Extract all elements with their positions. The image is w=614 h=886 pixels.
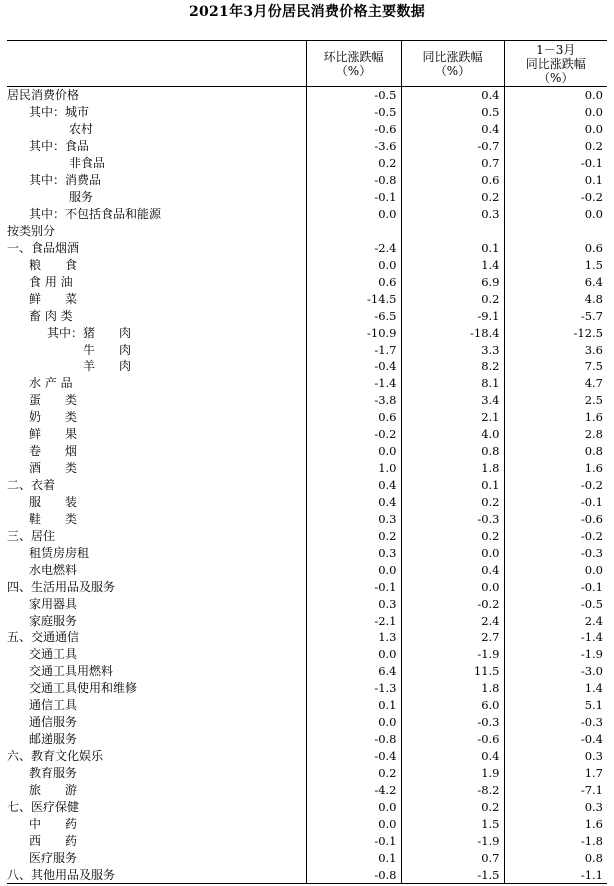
value-yoy: -0.3 xyxy=(401,714,504,731)
table-row xyxy=(7,612,607,629)
value-ytd: -0.2 xyxy=(504,527,607,544)
value-ytd: -1.8 xyxy=(504,832,607,849)
value-yoy: 0.2 xyxy=(401,290,504,307)
value-yoy: -18.4 xyxy=(401,324,504,341)
value-mom xyxy=(306,223,401,240)
value-yoy: 0.3 xyxy=(401,206,504,223)
value-yoy: -0.3 xyxy=(401,510,504,527)
value-yoy: -1.9 xyxy=(401,646,504,663)
value-ytd: 2.4 xyxy=(504,612,607,629)
header-ytd-line3: （%） xyxy=(538,70,574,85)
row-label: 医疗服务 xyxy=(29,850,78,865)
value-mom: 0.3 xyxy=(306,544,401,561)
value-yoy: 0.6 xyxy=(401,172,504,189)
row-label: 畜 肉 类 xyxy=(29,308,73,323)
value-mom: -0.6 xyxy=(306,121,401,138)
value-mom: -3.8 xyxy=(306,392,401,409)
value-yoy: 0.4 xyxy=(401,121,504,138)
value-yoy: 0.4 xyxy=(401,561,504,578)
value-yoy: 0.2 xyxy=(401,189,504,206)
value-ytd: 0.2 xyxy=(504,138,607,155)
table-row xyxy=(7,273,607,290)
value-yoy: 0.2 xyxy=(401,527,504,544)
value-ytd: -1.4 xyxy=(504,629,607,646)
row-label: 交通工具用燃料 xyxy=(29,664,114,679)
table-header-row xyxy=(7,41,607,87)
value-ytd: -7.1 xyxy=(504,781,607,798)
value-yoy: 6.0 xyxy=(401,697,504,714)
row-label: 蛋 类 xyxy=(29,393,78,408)
table-row xyxy=(7,189,607,206)
table-row xyxy=(7,595,607,612)
value-ytd: -0.4 xyxy=(504,731,607,748)
row-label: 粮 食 xyxy=(29,257,78,272)
value-mom: 0.0 xyxy=(306,443,401,460)
row-label: 牛 肉 xyxy=(83,342,132,357)
row-label: 居民消费价格 xyxy=(7,88,80,103)
table-row xyxy=(7,544,607,561)
value-ytd: 0.0 xyxy=(504,121,607,138)
value-yoy: 0.0 xyxy=(401,578,504,595)
row-label: 家庭服务 xyxy=(29,613,78,628)
value-ytd: 1.7 xyxy=(504,765,607,782)
value-mom: -14.5 xyxy=(306,290,401,307)
row-label: 奶 类 xyxy=(29,410,78,425)
table-row xyxy=(7,663,607,680)
table-row xyxy=(7,697,607,714)
table-row xyxy=(7,561,607,578)
value-yoy: -1.5 xyxy=(401,866,504,883)
row-label: 其中：不包括食品和能源 xyxy=(29,207,162,222)
row-label: 二、衣着 xyxy=(7,478,56,493)
value-mom: -1.4 xyxy=(306,375,401,392)
value-ytd: 0.6 xyxy=(504,239,607,256)
cpi-table xyxy=(7,40,607,884)
table-row xyxy=(7,138,607,155)
value-ytd: 3.6 xyxy=(504,341,607,358)
row-label: 一、食品烟酒 xyxy=(7,240,80,255)
table-row xyxy=(7,155,607,172)
table-row xyxy=(7,375,607,392)
value-ytd: 0.1 xyxy=(504,172,607,189)
row-label: 服 装 xyxy=(29,494,78,509)
value-ytd: 1.4 xyxy=(504,680,607,697)
value-ytd: 1.6 xyxy=(504,409,607,426)
table-row xyxy=(7,460,607,477)
row-label: 非食品 xyxy=(69,156,106,171)
value-ytd: 6.4 xyxy=(504,273,607,290)
table-row xyxy=(7,392,607,409)
value-yoy: 0.4 xyxy=(401,87,504,104)
value-yoy: 1.8 xyxy=(401,460,504,477)
value-ytd: 0.3 xyxy=(504,798,607,815)
value-mom: -0.1 xyxy=(306,578,401,595)
value-yoy: 2.7 xyxy=(401,629,504,646)
table-row xyxy=(7,104,607,121)
table-row xyxy=(7,849,607,866)
row-label: 鲜 果 xyxy=(29,427,78,442)
value-yoy: 1.5 xyxy=(401,815,504,832)
header-yoy-line2: （%） xyxy=(434,63,471,78)
value-yoy: 0.5 xyxy=(401,104,504,121)
value-yoy: -0.2 xyxy=(401,595,504,612)
header-ytd-line1: 1－3月 xyxy=(536,42,576,57)
row-label: 水电燃料 xyxy=(29,562,78,577)
row-label: 西 药 xyxy=(29,833,78,848)
value-yoy: 0.1 xyxy=(401,477,504,494)
value-mom: -0.8 xyxy=(306,731,401,748)
value-ytd: 4.8 xyxy=(504,290,607,307)
table-row xyxy=(7,341,607,358)
row-label: 通信工具 xyxy=(29,698,78,713)
value-yoy: -0.7 xyxy=(401,138,504,155)
value-ytd: -0.1 xyxy=(504,578,607,595)
value-ytd: 5.1 xyxy=(504,697,607,714)
row-label: 酒 类 xyxy=(29,461,78,476)
row-label: 按类别分 xyxy=(7,223,56,238)
value-ytd: 1.6 xyxy=(504,460,607,477)
table-row xyxy=(7,477,607,494)
table-row xyxy=(7,578,607,595)
row-label: 水 产 品 xyxy=(29,376,73,391)
value-yoy: 1.8 xyxy=(401,680,504,697)
value-yoy: 2.1 xyxy=(401,409,504,426)
row-label: 家用器具 xyxy=(29,596,78,611)
value-yoy: 1.4 xyxy=(401,256,504,273)
value-yoy: 0.0 xyxy=(401,544,504,561)
value-ytd: 1.5 xyxy=(504,256,607,273)
row-label: 其中：消费品 xyxy=(29,173,102,188)
value-mom: -0.1 xyxy=(306,832,401,849)
row-label: 服务 xyxy=(69,190,94,205)
header-yoy-line1: 同比涨跌幅 xyxy=(422,49,483,64)
table-row xyxy=(7,324,607,341)
table-row xyxy=(7,731,607,748)
table-row xyxy=(7,646,607,663)
header-yoy xyxy=(401,41,504,87)
header-ytd xyxy=(504,41,607,87)
value-mom: 0.0 xyxy=(306,256,401,273)
row-label: 旅 游 xyxy=(29,782,78,797)
value-yoy: 0.2 xyxy=(401,798,504,815)
table-row xyxy=(7,223,607,240)
value-mom: -1.7 xyxy=(306,341,401,358)
value-mom: -6.5 xyxy=(306,307,401,324)
value-ytd: 0.8 xyxy=(504,443,607,460)
table-row xyxy=(7,680,607,697)
row-label: 六、教育文化娱乐 xyxy=(7,749,104,764)
value-mom: 0.0 xyxy=(306,714,401,731)
row-label: 七、医疗保健 xyxy=(7,799,80,814)
page-title: 2021年3月份居民消费价格主要数据 xyxy=(188,4,426,20)
row-label: 租赁房房租 xyxy=(29,545,90,560)
value-yoy: 2.4 xyxy=(401,612,504,629)
value-ytd: 0.8 xyxy=(504,849,607,866)
value-mom: 0.4 xyxy=(306,477,401,494)
row-label: 四、生活用品及服务 xyxy=(7,579,116,594)
value-yoy: 0.1 xyxy=(401,239,504,256)
table-row xyxy=(7,121,607,138)
value-mom: -0.2 xyxy=(306,426,401,443)
value-mom: -0.4 xyxy=(306,748,401,765)
value-mom: -0.5 xyxy=(306,104,401,121)
table-row xyxy=(7,307,607,324)
value-ytd: 4.7 xyxy=(504,375,607,392)
table-row xyxy=(7,87,607,104)
value-ytd: -1.9 xyxy=(504,646,607,663)
value-mom: 0.4 xyxy=(306,494,401,511)
table-row xyxy=(7,629,607,646)
header-mom xyxy=(306,41,401,87)
row-label: 其中：猪 肉 xyxy=(47,325,132,340)
value-yoy: -8.2 xyxy=(401,781,504,798)
value-yoy: 6.9 xyxy=(401,273,504,290)
value-mom: 0.0 xyxy=(306,646,401,663)
value-mom: -0.5 xyxy=(306,87,401,104)
value-ytd: 2.8 xyxy=(504,426,607,443)
row-label: 鞋 类 xyxy=(29,511,78,526)
row-label: 邮递服务 xyxy=(29,732,78,747)
row-label: 五、交通通信 xyxy=(7,630,80,645)
value-mom: 0.1 xyxy=(306,697,401,714)
row-label: 其中：城市 xyxy=(29,105,90,120)
row-label: 教育服务 xyxy=(29,765,78,780)
value-mom: 0.1 xyxy=(306,849,401,866)
table-row xyxy=(7,290,607,307)
value-ytd: -0.2 xyxy=(504,477,607,494)
value-yoy: 8.2 xyxy=(401,358,504,375)
value-mom: -0.4 xyxy=(306,358,401,375)
table-row xyxy=(7,866,607,883)
value-yoy: -9.1 xyxy=(401,307,504,324)
value-yoy: -0.6 xyxy=(401,731,504,748)
value-mom: -1.3 xyxy=(306,680,401,697)
value-mom: 0.2 xyxy=(306,527,401,544)
value-yoy: 11.5 xyxy=(401,663,504,680)
table-row xyxy=(7,239,607,256)
value-mom: 0.0 xyxy=(306,815,401,832)
value-mom: 0.2 xyxy=(306,765,401,782)
value-ytd: 0.3 xyxy=(504,748,607,765)
table-row xyxy=(7,798,607,815)
table-row xyxy=(7,409,607,426)
value-ytd: -3.0 xyxy=(504,663,607,680)
value-ytd: 0.0 xyxy=(504,206,607,223)
value-yoy: 0.7 xyxy=(401,155,504,172)
value-ytd: -0.6 xyxy=(504,510,607,527)
table-row xyxy=(7,172,607,189)
table-row xyxy=(7,527,607,544)
value-yoy: 0.8 xyxy=(401,443,504,460)
value-mom: -10.9 xyxy=(306,324,401,341)
table-row xyxy=(7,510,607,527)
table-row xyxy=(7,714,607,731)
value-mom: 0.0 xyxy=(306,206,401,223)
value-ytd: -0.1 xyxy=(504,494,607,511)
value-yoy: 4.0 xyxy=(401,426,504,443)
value-mom: -2.4 xyxy=(306,239,401,256)
table-row xyxy=(7,765,607,782)
row-label: 食 用 油 xyxy=(29,274,73,289)
row-label: 交通工具 xyxy=(29,647,78,662)
value-yoy: -1.9 xyxy=(401,832,504,849)
value-ytd: 0.0 xyxy=(504,561,607,578)
value-mom: -0.8 xyxy=(306,866,401,883)
row-label: 卷 烟 xyxy=(29,444,78,459)
row-label: 中 药 xyxy=(29,816,78,831)
value-yoy: 3.3 xyxy=(401,341,504,358)
row-label: 其中：食品 xyxy=(29,139,90,154)
value-ytd: -12.5 xyxy=(504,324,607,341)
table-row xyxy=(7,815,607,832)
value-ytd: 0.0 xyxy=(504,87,607,104)
header-ytd-line2: 同比涨跌幅 xyxy=(525,56,586,71)
value-ytd: 2.5 xyxy=(504,392,607,409)
row-label: 羊 肉 xyxy=(83,359,132,374)
row-label: 鲜 菜 xyxy=(29,291,78,306)
value-mom: 0.2 xyxy=(306,155,401,172)
value-ytd: 7.5 xyxy=(504,358,607,375)
table-row xyxy=(7,748,607,765)
value-mom: 1.0 xyxy=(306,460,401,477)
value-ytd: -0.2 xyxy=(504,189,607,206)
row-label: 三、居住 xyxy=(7,528,56,543)
value-ytd: -0.1 xyxy=(504,155,607,172)
table-row xyxy=(7,781,607,798)
row-label: 通信服务 xyxy=(29,715,78,730)
value-ytd: -5.7 xyxy=(504,307,607,324)
value-mom: -0.1 xyxy=(306,189,401,206)
table-row xyxy=(7,358,607,375)
table-row xyxy=(7,443,607,460)
value-mom: 6.4 xyxy=(306,663,401,680)
value-yoy xyxy=(401,223,504,240)
value-yoy: 0.7 xyxy=(401,849,504,866)
table-row xyxy=(7,426,607,443)
row-label: 农村 xyxy=(69,122,94,137)
value-mom: -4.2 xyxy=(306,781,401,798)
value-yoy: 1.9 xyxy=(401,765,504,782)
value-ytd: -0.3 xyxy=(504,544,607,561)
value-mom: -0.8 xyxy=(306,172,401,189)
value-mom: -2.1 xyxy=(306,612,401,629)
value-ytd: -0.5 xyxy=(504,595,607,612)
row-label: 八、其他用品及服务 xyxy=(7,866,306,883)
value-ytd: -1.1 xyxy=(504,866,607,883)
value-mom: 0.6 xyxy=(306,273,401,290)
value-ytd: 1.6 xyxy=(504,815,607,832)
header-mom-line1: 环比涨跌幅 xyxy=(323,49,384,64)
header-mom-line2: （%） xyxy=(335,63,372,78)
value-mom: 0.3 xyxy=(306,595,401,612)
value-yoy: 0.4 xyxy=(401,748,504,765)
table-row xyxy=(7,832,607,849)
table-row xyxy=(7,206,607,223)
value-mom: 0.0 xyxy=(306,561,401,578)
value-mom: -3.6 xyxy=(306,138,401,155)
value-ytd xyxy=(504,223,607,240)
value-yoy: 0.2 xyxy=(401,494,504,511)
value-ytd: -0.3 xyxy=(504,714,607,731)
value-mom: 0.0 xyxy=(306,798,401,815)
row-label: 交通工具使用和维修 xyxy=(29,681,138,696)
value-yoy: 3.4 xyxy=(401,392,504,409)
value-mom: 0.6 xyxy=(306,409,401,426)
table-row xyxy=(7,494,607,511)
value-yoy: 8.1 xyxy=(401,375,504,392)
value-ytd: 0.0 xyxy=(504,104,607,121)
header-category xyxy=(7,41,306,87)
value-mom: 1.3 xyxy=(306,629,401,646)
table-row xyxy=(7,256,607,273)
value-mom: 0.3 xyxy=(306,510,401,527)
